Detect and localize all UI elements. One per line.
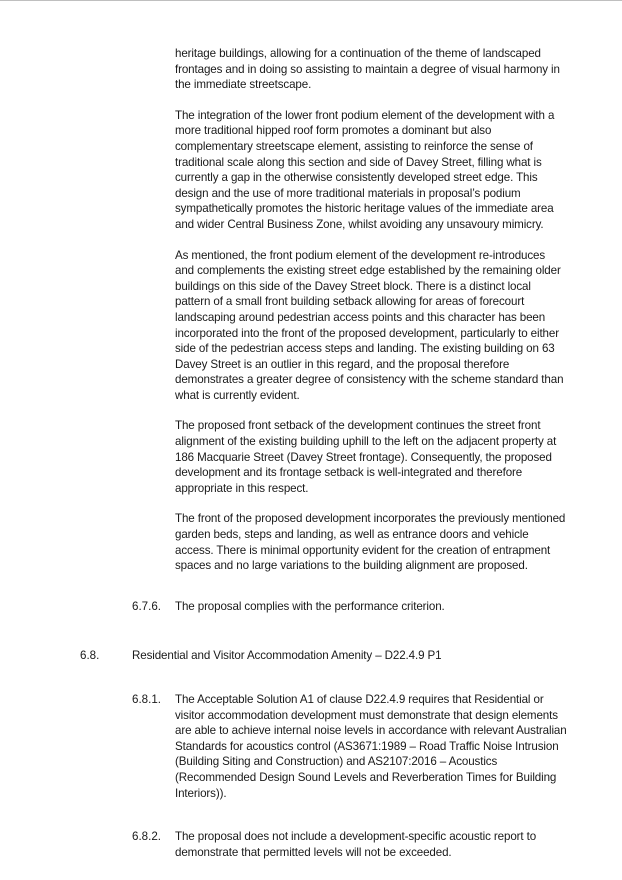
spacer-before-clause-6-8-1 bbox=[0, 679, 622, 692]
paragraph-podium-integration: The integration of the lower front podium element of the development with a more traditional hipped roof form promotes a dominant but also complementary streetscape element, assisting to reinforce the sense of traditional scale along this section and side of Davey Street, filling what is currently a gap in the otherwise consistently developed street edge. This design and the use of more traditional materials in proposal’s podium sympathetically promotes the historic heritage values of the immediate area and wider Central Business Zone, whilst avoiding any unsavoury mimicry. bbox=[175, 108, 555, 231]
spacer-before-clause-6-7-6 bbox=[0, 589, 622, 599]
paragraph-front-podium-street-edge: As mentioned, the front podium element of the development re-introduces and complements the existing street edge established by the remaining older buildings on this side of the Davey Street block. There is a distinct local pattern of a small front building setback allowing for areas of forecourt landscaping around pedestrian access points and this character has been incorporated into the front of the proposed development, particularly to either side of the pedestrian access steps and landing. The existing building on 63 Davey Street is an outlier in this regard, and the proposal therefore demonstrates a greater degree of consistency with the scheme standard than what is currently evident. bbox=[175, 248, 564, 402]
paragraph-heritage-buildings: heritage buildings, allowing for a continuation of the theme of landscaped frontages and in doing so assisting to maintain a degree of visual harmony in the immediate streetscape. bbox=[175, 47, 560, 92]
paragraph-front-setback-alignment: The proposed front setback of the development continues the street front alignment of the existing building uphill to the left on the adjacent property at 186 Macquarie Street (Davey Street frontage). Consequently, the proposed development and its frontage setback is well-integrated and therefore appropriate in this respect. bbox=[175, 419, 557, 495]
spacer-before-clause-6-8-2 bbox=[0, 816, 622, 829]
clause-6-7-6-number: 6.7.6. bbox=[132, 599, 162, 613]
clause-6-7-6-text: The proposal complies with the performance criterion. bbox=[175, 599, 445, 613]
clause-6-8-1 bbox=[0, 692, 622, 801]
clause-6-7-6 bbox=[0, 599, 622, 615]
clause-6-8-2-text: The proposal does not include a development-specific acoustic report to demonstrate that permitted levels will not be exceeded. bbox=[175, 830, 537, 859]
clause-6-8-1-text: The Acceptable Solution A1 of clause D22.4.9 requires that Residential or visitor accommodation development must demonstrate that design elements are able to achieve internal noise levels in accordance with relevant Australian Standards for acoustics control (AS3671:1989 – Road Traffic Noise Intrusion (Building Siting and Construction) and AS2107:2016 – Acoustics (Recommended Design Sound Levels and Reverberation Times for Building Interiors)). bbox=[175, 693, 567, 800]
section-6-8-number: 6.8. bbox=[80, 649, 100, 663]
page-top-divider bbox=[0, 0, 622, 1]
paragraph-entrapment-spaces: The front of the proposed development incorporates the previously mentioned garden beds, steps and landing, as well as entrance doors and vehicle access. There is minimal opportunity evident for the creation of entrapment spaces and no large variations to the building alignment are proposed. bbox=[175, 512, 566, 573]
section-6-8-title: Residential and Visitor Accommodation Amenity – D22.4.9 P1 bbox=[132, 649, 442, 663]
section-heading-6-8 bbox=[0, 648, 622, 664]
clause-6-8-2-number: 6.8.2. bbox=[132, 830, 162, 844]
spacer-before-section-6-8 bbox=[0, 629, 622, 648]
page-content bbox=[0, 46, 622, 875]
clause-6-8-1-number: 6.8.1. bbox=[132, 693, 162, 706]
clause-6-8-2 bbox=[0, 829, 622, 860]
